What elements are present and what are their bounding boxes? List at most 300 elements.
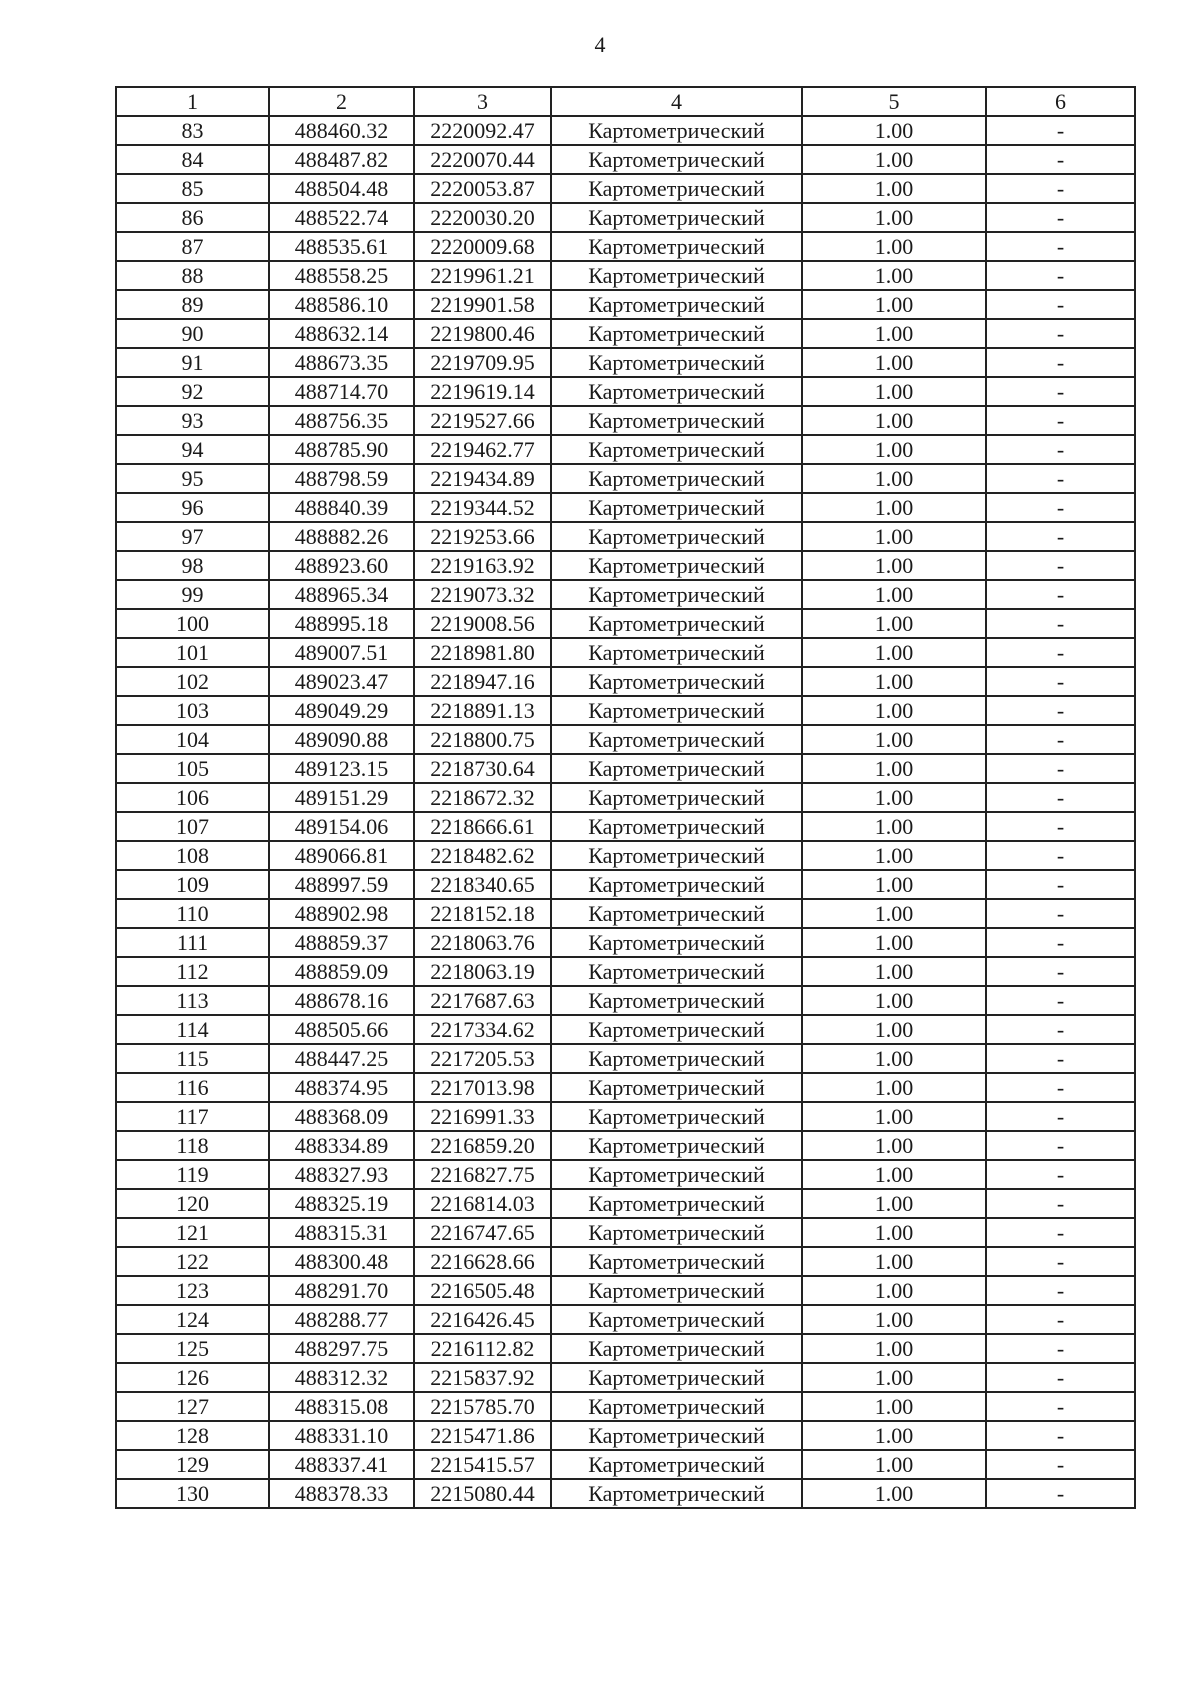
method-cell: Картометрический [551,1276,802,1305]
accuracy-cell: 1.00 [802,1247,986,1276]
note-cell: - [986,1392,1135,1421]
y-coordinate-cell: 2219344.52 [414,493,551,522]
method-cell: Картометрический [551,1479,802,1508]
x-coordinate-cell: 488522.74 [269,203,414,232]
method-cell: Картометрический [551,1450,802,1479]
y-coordinate-cell: 2219709.95 [414,348,551,377]
table-row [116,522,1135,551]
table-row [116,1131,1135,1160]
point-number-cell: 93 [116,406,269,435]
table-row [116,1160,1135,1189]
y-coordinate-cell: 2219800.46 [414,319,551,348]
note-cell: - [986,928,1135,957]
accuracy-cell: 1.00 [802,1073,986,1102]
x-coordinate-cell: 488487.82 [269,145,414,174]
x-coordinate-cell: 488840.39 [269,493,414,522]
point-number-cell: 88 [116,261,269,290]
point-number-cell: 115 [116,1044,269,1073]
x-coordinate-cell: 488535.61 [269,232,414,261]
accuracy-cell: 1.00 [802,812,986,841]
point-number-cell: 92 [116,377,269,406]
note-cell: - [986,1015,1135,1044]
point-number-cell: 127 [116,1392,269,1421]
note-cell: - [986,870,1135,899]
accuracy-cell: 1.00 [802,725,986,754]
table-header-row [116,87,1135,116]
y-coordinate-cell: 2218730.64 [414,754,551,783]
point-number-cell: 89 [116,290,269,319]
x-coordinate-cell: 489090.88 [269,725,414,754]
point-number-cell: 124 [116,1305,269,1334]
table-row [116,551,1135,580]
accuracy-cell: 1.00 [802,1218,986,1247]
accuracy-cell: 1.00 [802,493,986,522]
x-coordinate-cell: 488460.32 [269,116,414,145]
x-coordinate-cell: 488374.95 [269,1073,414,1102]
note-cell: - [986,464,1135,493]
accuracy-cell: 1.00 [802,986,986,1015]
point-number-cell: 87 [116,232,269,261]
method-cell: Картометрический [551,522,802,551]
point-number-cell: 110 [116,899,269,928]
coordinates-table [115,86,1136,1509]
x-coordinate-cell: 488288.77 [269,1305,414,1334]
accuracy-cell: 1.00 [802,957,986,986]
x-coordinate-cell: 488505.66 [269,1015,414,1044]
note-cell: - [986,1450,1135,1479]
y-coordinate-cell: 2219434.89 [414,464,551,493]
point-number-cell: 101 [116,638,269,667]
accuracy-cell: 1.00 [802,754,986,783]
accuracy-cell: 1.00 [802,319,986,348]
accuracy-cell: 1.00 [802,261,986,290]
note-cell: - [986,1247,1135,1276]
x-coordinate-cell: 488785.90 [269,435,414,464]
accuracy-cell: 1.00 [802,841,986,870]
method-cell: Картометрический [551,841,802,870]
table-row [116,1334,1135,1363]
x-coordinate-cell: 488504.48 [269,174,414,203]
note-cell: - [986,580,1135,609]
y-coordinate-cell: 2216628.66 [414,1247,551,1276]
column-header: 2 [269,87,414,116]
x-coordinate-cell: 488327.93 [269,1160,414,1189]
method-cell: Картометрический [551,1392,802,1421]
table-row [116,1392,1135,1421]
table-row [116,1015,1135,1044]
y-coordinate-cell: 2216814.03 [414,1189,551,1218]
note-cell: - [986,435,1135,464]
point-number-cell: 106 [116,783,269,812]
method-cell: Картометрический [551,493,802,522]
accuracy-cell: 1.00 [802,1131,986,1160]
point-number-cell: 95 [116,464,269,493]
point-number-cell: 130 [116,1479,269,1508]
method-cell: Картометрический [551,667,802,696]
x-coordinate-cell: 489007.51 [269,638,414,667]
note-cell: - [986,203,1135,232]
note-cell: - [986,1276,1135,1305]
y-coordinate-cell: 2218666.61 [414,812,551,841]
table-row [116,1044,1135,1073]
table-body [116,87,1135,1508]
y-coordinate-cell: 2218672.32 [414,783,551,812]
point-number-cell: 98 [116,551,269,580]
accuracy-cell: 1.00 [802,551,986,580]
x-coordinate-cell: 488997.59 [269,870,414,899]
method-cell: Картометрический [551,116,802,145]
point-number-cell: 104 [116,725,269,754]
note-cell: - [986,493,1135,522]
y-coordinate-cell: 2219901.58 [414,290,551,319]
method-cell: Картометрический [551,1073,802,1102]
method-cell: Картометрический [551,1334,802,1363]
point-number-cell: 105 [116,754,269,783]
method-cell: Картометрический [551,638,802,667]
accuracy-cell: 1.00 [802,899,986,928]
x-coordinate-cell: 488902.98 [269,899,414,928]
method-cell: Картометрический [551,1131,802,1160]
x-coordinate-cell: 488315.08 [269,1392,414,1421]
accuracy-cell: 1.00 [802,1450,986,1479]
accuracy-cell: 1.00 [802,928,986,957]
table-row [116,638,1135,667]
x-coordinate-cell: 488368.09 [269,1102,414,1131]
table-row [116,1073,1135,1102]
x-coordinate-cell: 489049.29 [269,696,414,725]
point-number-cell: 94 [116,435,269,464]
note-cell: - [986,1160,1135,1189]
table-row [116,1421,1135,1450]
x-coordinate-cell: 488297.75 [269,1334,414,1363]
note-cell: - [986,812,1135,841]
note-cell: - [986,1073,1135,1102]
point-number-cell: 109 [116,870,269,899]
table-row [116,1479,1135,1508]
note-cell: - [986,1363,1135,1392]
point-number-cell: 84 [116,145,269,174]
method-cell: Картометрический [551,928,802,957]
method-cell: Картометрический [551,319,802,348]
point-number-cell: 118 [116,1131,269,1160]
accuracy-cell: 1.00 [802,1479,986,1508]
method-cell: Картометрический [551,754,802,783]
note-cell: - [986,1305,1135,1334]
method-cell: Картометрический [551,261,802,290]
accuracy-cell: 1.00 [802,203,986,232]
method-cell: Картометрический [551,1160,802,1189]
note-cell: - [986,290,1135,319]
note-cell: - [986,1044,1135,1073]
table-row [116,725,1135,754]
note-cell: - [986,725,1135,754]
table-row [116,841,1135,870]
accuracy-cell: 1.00 [802,174,986,203]
x-coordinate-cell: 489066.81 [269,841,414,870]
point-number-cell: 112 [116,957,269,986]
accuracy-cell: 1.00 [802,290,986,319]
table-row [116,986,1135,1015]
y-coordinate-cell: 2219073.32 [414,580,551,609]
method-cell: Картометрический [551,203,802,232]
point-number-cell: 103 [116,696,269,725]
x-coordinate-cell: 488714.70 [269,377,414,406]
accuracy-cell: 1.00 [802,1102,986,1131]
point-number-cell: 125 [116,1334,269,1363]
method-cell: Картометрический [551,1015,802,1044]
note-cell: - [986,899,1135,928]
y-coordinate-cell: 2215471.86 [414,1421,551,1450]
note-cell: - [986,406,1135,435]
accuracy-cell: 1.00 [802,1334,986,1363]
y-coordinate-cell: 2220092.47 [414,116,551,145]
x-coordinate-cell: 488312.32 [269,1363,414,1392]
accuracy-cell: 1.00 [802,870,986,899]
method-cell: Картометрический [551,290,802,319]
table-row [116,609,1135,638]
x-coordinate-cell: 488678.16 [269,986,414,1015]
y-coordinate-cell: 2218063.76 [414,928,551,957]
point-number-cell: 116 [116,1073,269,1102]
method-cell: Картометрический [551,1363,802,1392]
table-row [116,290,1135,319]
table-row [116,493,1135,522]
accuracy-cell: 1.00 [802,1044,986,1073]
x-coordinate-cell: 488291.70 [269,1276,414,1305]
x-coordinate-cell: 488632.14 [269,319,414,348]
point-number-cell: 97 [116,522,269,551]
method-cell: Картометрический [551,957,802,986]
accuracy-cell: 1.00 [802,580,986,609]
table-row [116,1247,1135,1276]
point-number-cell: 129 [116,1450,269,1479]
method-cell: Картометрический [551,899,802,928]
y-coordinate-cell: 2217205.53 [414,1044,551,1073]
note-cell: - [986,1479,1135,1508]
column-header: 5 [802,87,986,116]
column-header: 6 [986,87,1135,116]
note-cell: - [986,522,1135,551]
accuracy-cell: 1.00 [802,1015,986,1044]
note-cell: - [986,1131,1135,1160]
accuracy-cell: 1.00 [802,1189,986,1218]
y-coordinate-cell: 2218063.19 [414,957,551,986]
point-number-cell: 107 [116,812,269,841]
table-row [116,812,1135,841]
y-coordinate-cell: 2218891.13 [414,696,551,725]
point-number-cell: 114 [116,1015,269,1044]
y-coordinate-cell: 2217334.62 [414,1015,551,1044]
note-cell: - [986,261,1135,290]
table-row [116,696,1135,725]
method-cell: Картометрический [551,783,802,812]
method-cell: Картометрический [551,1247,802,1276]
point-number-cell: 126 [116,1363,269,1392]
x-coordinate-cell: 488882.26 [269,522,414,551]
point-number-cell: 108 [116,841,269,870]
method-cell: Картометрический [551,812,802,841]
note-cell: - [986,377,1135,406]
method-cell: Картометрический [551,580,802,609]
y-coordinate-cell: 2218152.18 [414,899,551,928]
x-coordinate-cell: 489123.15 [269,754,414,783]
point-number-cell: 96 [116,493,269,522]
note-cell: - [986,609,1135,638]
table-row [116,1276,1135,1305]
x-coordinate-cell: 489023.47 [269,667,414,696]
accuracy-cell: 1.00 [802,783,986,812]
y-coordinate-cell: 2216747.65 [414,1218,551,1247]
method-cell: Картометрический [551,1044,802,1073]
point-number-cell: 99 [116,580,269,609]
accuracy-cell: 1.00 [802,435,986,464]
note-cell: - [986,551,1135,580]
accuracy-cell: 1.00 [802,1421,986,1450]
note-cell: - [986,638,1135,667]
x-coordinate-cell: 488337.41 [269,1450,414,1479]
note-cell: - [986,667,1135,696]
table-row [116,580,1135,609]
method-cell: Картометрический [551,551,802,580]
y-coordinate-cell: 2216827.75 [414,1160,551,1189]
y-coordinate-cell: 2218482.62 [414,841,551,870]
method-cell: Картометрический [551,870,802,899]
y-coordinate-cell: 2219961.21 [414,261,551,290]
method-cell: Картометрический [551,1189,802,1218]
method-cell: Картометрический [551,406,802,435]
column-header: 1 [116,87,269,116]
table-row [116,261,1135,290]
x-coordinate-cell: 489151.29 [269,783,414,812]
point-number-cell: 102 [116,667,269,696]
y-coordinate-cell: 2216505.48 [414,1276,551,1305]
note-cell: - [986,1218,1135,1247]
note-cell: - [986,957,1135,986]
method-cell: Картометрический [551,348,802,377]
table-row [116,870,1135,899]
table-row [116,1102,1135,1131]
point-number-cell: 85 [116,174,269,203]
note-cell: - [986,174,1135,203]
y-coordinate-cell: 2216859.20 [414,1131,551,1160]
y-coordinate-cell: 2219462.77 [414,435,551,464]
y-coordinate-cell: 2220030.20 [414,203,551,232]
x-coordinate-cell: 488995.18 [269,609,414,638]
note-cell: - [986,841,1135,870]
note-cell: - [986,783,1135,812]
y-coordinate-cell: 2215837.92 [414,1363,551,1392]
accuracy-cell: 1.00 [802,406,986,435]
y-coordinate-cell: 2219163.92 [414,551,551,580]
y-coordinate-cell: 2218947.16 [414,667,551,696]
method-cell: Картометрический [551,464,802,493]
x-coordinate-cell: 488673.35 [269,348,414,377]
table-row [116,928,1135,957]
accuracy-cell: 1.00 [802,1305,986,1334]
table-row [116,116,1135,145]
point-number-cell: 113 [116,986,269,1015]
y-coordinate-cell: 2220070.44 [414,145,551,174]
point-number-cell: 90 [116,319,269,348]
y-coordinate-cell: 2217687.63 [414,986,551,1015]
accuracy-cell: 1.00 [802,1160,986,1189]
x-coordinate-cell: 488300.48 [269,1247,414,1276]
note-cell: - [986,696,1135,725]
accuracy-cell: 1.00 [802,609,986,638]
x-coordinate-cell: 488331.10 [269,1421,414,1450]
point-number-cell: 83 [116,116,269,145]
method-cell: Картометрический [551,377,802,406]
y-coordinate-cell: 2220009.68 [414,232,551,261]
table-row [116,203,1135,232]
table-row [116,464,1135,493]
table-row [116,348,1135,377]
note-cell: - [986,1421,1135,1450]
method-cell: Картометрический [551,1421,802,1450]
y-coordinate-cell: 2216426.45 [414,1305,551,1334]
x-coordinate-cell: 489154.06 [269,812,414,841]
method-cell: Картометрический [551,435,802,464]
table-row [116,145,1135,174]
point-number-cell: 91 [116,348,269,377]
accuracy-cell: 1.00 [802,1363,986,1392]
method-cell: Картометрический [551,1218,802,1247]
table-row [116,377,1135,406]
y-coordinate-cell: 2215080.44 [414,1479,551,1508]
method-cell: Картометрический [551,232,802,261]
table-row [116,319,1135,348]
accuracy-cell: 1.00 [802,1276,986,1305]
note-cell: - [986,1102,1135,1131]
note-cell: - [986,986,1135,1015]
method-cell: Картометрический [551,174,802,203]
y-coordinate-cell: 2218800.75 [414,725,551,754]
accuracy-cell: 1.00 [802,696,986,725]
table-row [116,667,1135,696]
y-coordinate-cell: 2217013.98 [414,1073,551,1102]
accuracy-cell: 1.00 [802,232,986,261]
table-row [116,754,1135,783]
accuracy-cell: 1.00 [802,145,986,174]
note-cell: - [986,232,1135,261]
x-coordinate-cell: 488315.31 [269,1218,414,1247]
accuracy-cell: 1.00 [802,116,986,145]
method-cell: Картометрический [551,609,802,638]
table-row [116,174,1135,203]
table-row [116,899,1135,928]
page-number: 4 [594,32,606,57]
table-row [116,406,1135,435]
x-coordinate-cell: 488923.60 [269,551,414,580]
point-number-cell: 86 [116,203,269,232]
point-number-cell: 128 [116,1421,269,1450]
accuracy-cell: 1.00 [802,522,986,551]
method-cell: Картометрический [551,696,802,725]
accuracy-cell: 1.00 [802,464,986,493]
table-row [116,1189,1135,1218]
x-coordinate-cell: 488447.25 [269,1044,414,1073]
y-coordinate-cell: 2216991.33 [414,1102,551,1131]
y-coordinate-cell: 2215785.70 [414,1392,551,1421]
table-row [116,1305,1135,1334]
table-row [116,435,1135,464]
x-coordinate-cell: 488756.35 [269,406,414,435]
note-cell: - [986,116,1135,145]
y-coordinate-cell: 2219253.66 [414,522,551,551]
x-coordinate-cell: 488586.10 [269,290,414,319]
method-cell: Картометрический [551,725,802,754]
x-coordinate-cell: 488378.33 [269,1479,414,1508]
